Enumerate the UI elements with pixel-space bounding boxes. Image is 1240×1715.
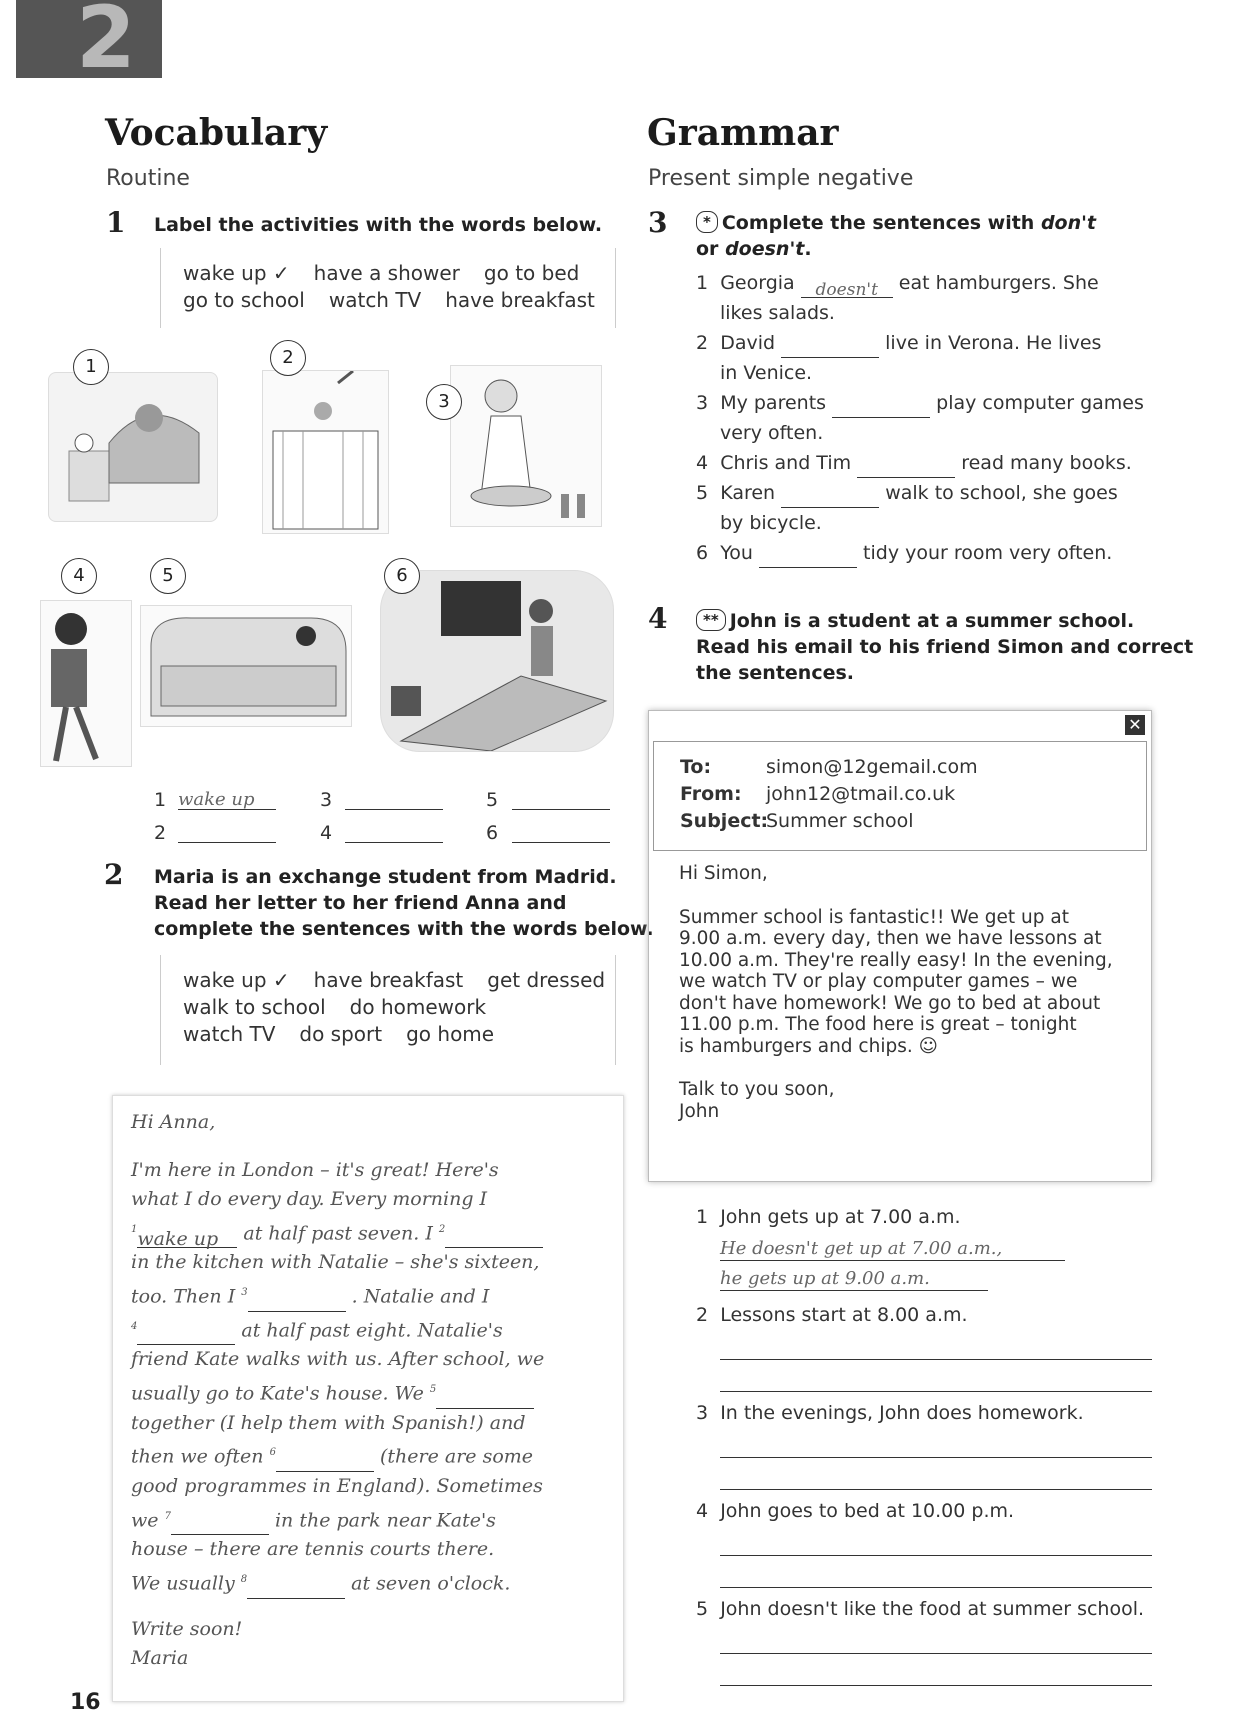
difficulty-badge: **: [696, 609, 726, 631]
answer-5-field[interactable]: [512, 789, 610, 810]
list-item: [696, 538, 1166, 568]
from-label: From:: [680, 783, 742, 805]
word: get dressed: [487, 968, 606, 992]
answer-number-2: 2: [154, 822, 167, 844]
list-item: [696, 478, 1166, 508]
grammar-title: Grammar: [647, 112, 839, 154]
picture-wake-up: [48, 372, 218, 522]
email-line: 11.00 p.m. The food here is great – tonight: [679, 1014, 1077, 1035]
word: go to school: [183, 288, 305, 312]
answer-6-field[interactable]: [512, 822, 610, 843]
gap-number: 5: [429, 1383, 437, 1395]
item-text: In the evenings, John does homework.: [720, 1402, 1084, 1424]
picture-number-4: 4: [61, 558, 97, 594]
exercise-2-word-box: [160, 955, 616, 1065]
email-line: 10.00 a.m. They're really easy! In the evening,: [679, 949, 1113, 971]
correction-answer-line[interactable]: [720, 1554, 1152, 1556]
item-continuation: by bicycle.: [720, 512, 822, 534]
instruction-line: Read her letter to her friend Anna and: [154, 892, 567, 914]
email-line: don't have homework! We go to bed at about: [679, 992, 1101, 1014]
item-text: Chris and Tim: [720, 452, 852, 474]
instruction-text: don't: [1040, 212, 1097, 234]
answer-field[interactable]: [759, 545, 857, 568]
instruction-text: John is a student at a summer school.: [729, 610, 1135, 632]
answer-number-1: 1: [154, 789, 167, 811]
word: go home: [406, 1022, 495, 1046]
list-item: [696, 448, 1166, 478]
letter-signature: Maria: [131, 1647, 189, 1670]
answer-field[interactable]: doesn't: [801, 275, 893, 298]
item-number: 1: [696, 1206, 709, 1228]
picture-go-to-bed: [380, 570, 614, 752]
to-label: To:: [680, 756, 712, 778]
picture-number-1: 1: [73, 349, 109, 385]
correction-item: [696, 1496, 1014, 1526]
word: wake up ✓: [183, 968, 290, 992]
gap-number: 3: [241, 1286, 248, 1298]
sofa-illustration: [141, 606, 351, 726]
email-signature: John: [679, 1100, 720, 1122]
answer-field[interactable]: [857, 455, 955, 478]
item-text: My parents: [720, 392, 827, 414]
answer-1-field[interactable]: wake up: [178, 789, 276, 810]
picture-go-to-school: [40, 600, 132, 767]
shower-illustration: [263, 371, 388, 533]
word: have a shower: [313, 261, 460, 285]
gap-5-field[interactable]: [436, 1386, 534, 1409]
gap-1-field[interactable]: wake up: [137, 1225, 237, 1248]
exercise-1-instruction: Label the activities with the words below.: [154, 214, 603, 236]
item-continuation: in Venice.: [720, 362, 813, 384]
instruction-line: the sentences.: [696, 662, 855, 684]
letter-closing: Write soon!: [131, 1617, 243, 1640]
letter-line: [131, 1278, 544, 1312]
item-text: John doesn't like the food at summer school.: [720, 1598, 1145, 1620]
instruction-line: complete the sentences with the words below.: [154, 918, 654, 940]
correction-item: [696, 1202, 961, 1232]
breakfast-illustration: [451, 366, 601, 526]
gap-6-field[interactable]: [276, 1449, 374, 1472]
gap-number: 6: [269, 1447, 276, 1459]
item-number: 5: [696, 482, 709, 504]
instruction-text: or: [696, 238, 719, 260]
letter-line: [131, 1502, 544, 1536]
gap-2-field[interactable]: [445, 1225, 543, 1248]
item-number: 5: [696, 1598, 709, 1620]
correction-answer-line[interactable]: [720, 1684, 1152, 1686]
item-number: 2: [696, 1304, 709, 1326]
subject-value: Summer school: [766, 810, 914, 832]
email-greeting: Hi Simon,: [679, 863, 768, 884]
word: wake up ✓: [183, 261, 290, 285]
difficulty-badge: *: [696, 211, 718, 233]
letter-line: [131, 1375, 544, 1409]
letter-text: (there are some: [380, 1445, 534, 1468]
exercise-2-instruction: [154, 864, 654, 942]
item-continuation: very often.: [720, 422, 824, 444]
item-number: 6: [696, 542, 709, 564]
sleeping-person-illustration: [49, 373, 217, 521]
letter-text: we: [131, 1508, 159, 1531]
email-window: [648, 710, 1152, 1182]
gap-number: 2: [438, 1223, 446, 1235]
exercise-2-number: 2: [104, 858, 124, 891]
picture-number-6: 6: [384, 558, 420, 594]
item-number: 2: [696, 332, 709, 354]
unit-number: 2: [76, 0, 136, 88]
page-number: 16: [70, 1690, 101, 1715]
gap-number: 7: [164, 1510, 171, 1522]
picture-number-2: 2: [270, 340, 306, 376]
gap-number: 8: [240, 1573, 248, 1585]
letter-line: what I do every day. Every morning I: [131, 1188, 488, 1210]
correction-answer-line[interactable]: [720, 1586, 1152, 1588]
correction-item: [696, 1300, 968, 1330]
item-text: play computer games: [936, 392, 1144, 414]
vocabulary-title: Vocabulary: [105, 112, 328, 154]
gap-4-field[interactable]: [137, 1322, 235, 1345]
answer-field[interactable]: [832, 395, 930, 418]
instruction-text: .: [804, 238, 812, 260]
exercise-4-instruction: [696, 608, 1193, 686]
picture-number-3: 3: [426, 384, 462, 420]
item-text: walk to school, she goes: [885, 482, 1118, 504]
letter-line: [131, 1565, 544, 1599]
item-text: live in Verona. He lives: [885, 332, 1102, 354]
walking-boy-illustration: [41, 601, 131, 766]
to-value: simon@12gemail.com: [766, 756, 978, 778]
exercise-1-word-box: [160, 248, 616, 328]
gap-7-field[interactable]: [171, 1512, 269, 1535]
list-item: [696, 268, 1166, 298]
instruction-text: Complete the sentences with: [721, 212, 1035, 234]
gap-8-field[interactable]: [247, 1576, 345, 1599]
letter-text: in the park near Kate's: [274, 1508, 496, 1531]
item-text: David: [720, 332, 776, 354]
letter-line: I'm here in London – it's great! Here's: [131, 1158, 499, 1181]
item-text: You: [720, 542, 753, 564]
answer-number-6: 6: [486, 822, 499, 844]
correction-answer-line[interactable]: [720, 1456, 1152, 1458]
email-line: we watch TV or play computer games – we: [679, 971, 1078, 992]
answer-field[interactable]: [781, 335, 879, 358]
picture-breakfast: [450, 365, 602, 527]
correction-answer-line[interactable]: He doesn't get up at 7.00 a.m.,: [720, 1238, 1065, 1261]
answer-field[interactable]: [781, 485, 879, 508]
word: do sport: [299, 1022, 383, 1046]
exercise-3-instruction: [696, 210, 1116, 262]
letter-line: in the kitchen with Natalie – she's sixteen,: [131, 1251, 540, 1274]
instruction-line: Read his email to his friend Simon and correct: [696, 636, 1194, 658]
answer-3-field[interactable]: [345, 789, 443, 810]
instruction-line: Maria is an exchange student from Madrid.: [154, 866, 617, 888]
item-text: read many books.: [961, 452, 1132, 474]
answer-number-5: 5: [486, 789, 499, 811]
item-number: 3: [696, 392, 709, 414]
letter-text: at seven o'clock.: [351, 1572, 511, 1595]
email-body: [679, 863, 1113, 1122]
exercise-4-number: 4: [648, 602, 668, 635]
grammar-subtitle: Present simple negative: [648, 166, 914, 191]
from-value: john12@tmail.co.uk: [766, 783, 956, 805]
picture-watch-tv: [140, 605, 352, 727]
word: have breakfast: [313, 968, 464, 992]
letter-line: [131, 1312, 544, 1346]
letter-text: then we often: [131, 1445, 264, 1468]
correction-answer-line[interactable]: [720, 1390, 1152, 1392]
word: walk to school: [183, 995, 326, 1019]
item-number: 4: [696, 452, 709, 474]
email-header: [653, 741, 1147, 851]
answer-4-field[interactable]: [345, 822, 443, 843]
picture-number-5: 5: [150, 558, 186, 594]
instruction-text: doesn't: [725, 238, 805, 260]
correction-item: [696, 1398, 1084, 1428]
letter-line: together (I help them with Spanish!) and: [131, 1411, 526, 1434]
item-text: Georgia: [720, 272, 795, 294]
letter-line: good programmes in England). Sometimes: [131, 1475, 543, 1498]
letter-text: at half past seven. I: [243, 1221, 433, 1244]
letter-text: at half past eight. Natalie's: [241, 1318, 503, 1341]
answer-number-3: 3: [320, 789, 333, 811]
unit-tab: [16, 0, 162, 88]
correction-item: [696, 1594, 1144, 1624]
answer-number-4: 4: [320, 822, 333, 844]
letter-line: friend Kate walks with us. After school, we: [131, 1348, 545, 1371]
letter-line: house – there are tennis courts there.: [131, 1538, 495, 1561]
vocabulary-subtitle: Routine: [106, 166, 190, 191]
close-icon[interactable]: ✕: [1125, 715, 1145, 735]
email-line: Summer school is fantastic!! We get up at: [679, 906, 1069, 928]
letter-line: [131, 1438, 544, 1472]
letter-line: [131, 1215, 544, 1249]
word: go to bed: [483, 261, 580, 285]
correction-answer-line[interactable]: [720, 1652, 1152, 1654]
letter-text: We usually: [131, 1572, 235, 1595]
item-text: Lessons start at 8.00 a.m.: [720, 1304, 968, 1326]
list-item: [696, 388, 1166, 418]
word: have breakfast: [445, 288, 595, 312]
item-text: eat hamburgers. She: [898, 272, 1099, 294]
picture-shower: [262, 370, 389, 534]
item-text: tidy your room very often.: [863, 542, 1113, 564]
exercise-3-number: 3: [648, 206, 668, 239]
email-line: 9.00 a.m. every day, then we have lessons at: [679, 928, 1102, 949]
item-number: 1: [696, 272, 709, 294]
item-number: 4: [696, 1500, 709, 1522]
gap-number: 1: [131, 1223, 138, 1235]
bedroom-illustration: [381, 571, 613, 751]
maria-letter: [112, 1095, 624, 1702]
item-text: Karen: [720, 482, 776, 504]
list-item: [696, 328, 1166, 358]
letter-text: too. Then I: [131, 1285, 236, 1308]
letter-text: . Natalie and I: [351, 1285, 490, 1308]
word: do homework: [349, 995, 487, 1019]
exercise-3-list: [696, 268, 1166, 568]
subject-label: Subject:: [680, 810, 769, 832]
item-continuation: likes salads.: [720, 302, 835, 324]
correction-answer-line[interactable]: [720, 1488, 1152, 1490]
email-signoff: Talk to you soon,: [679, 1079, 835, 1100]
correction-answer-line[interactable]: [720, 1358, 1152, 1360]
item-text: John goes to bed at 10.00 p.m.: [720, 1500, 1015, 1522]
email-line: is hamburgers and chips. ☺: [679, 1035, 938, 1057]
gap-number: 4: [131, 1320, 138, 1332]
answer-2-field[interactable]: [178, 822, 276, 843]
correction-answer-line[interactable]: he gets up at 9.00 a.m.: [720, 1268, 988, 1291]
word: watch TV: [183, 1022, 276, 1046]
exercise-1-number: 1: [106, 206, 126, 239]
item-text: John gets up at 7.00 a.m.: [720, 1206, 961, 1228]
letter-text: usually go to Kate's house. We: [131, 1382, 424, 1405]
letter-greeting: Hi Anna,: [131, 1111, 216, 1133]
word: watch TV: [328, 288, 422, 312]
item-number: 3: [696, 1402, 709, 1424]
gap-3-field[interactable]: [248, 1289, 346, 1312]
